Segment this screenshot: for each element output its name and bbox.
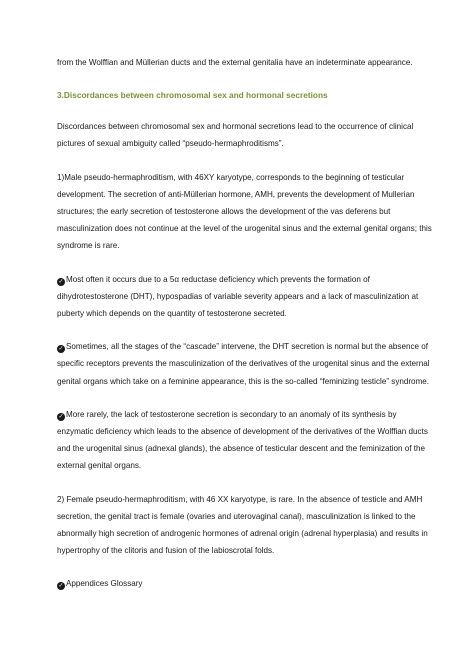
check-bullet-icon: ✓ bbox=[58, 583, 64, 590]
paragraph-male-pseudo-hermaphroditism: 1)Male pseudo-hermaphroditism, with 46XY karyotype, corresponds to the beginning of testicular development. The secretion of anti-Müllerian hormone, AMH, prevents the development of Mullerian structures; the early secretion of testosterone allows the development of the vas deferens but masculinization does not continue at the level of the urogenital sinus and the external genital organs; this syndrome is rare. bbox=[57, 172, 432, 251]
check-bullet-icon: ✓ bbox=[58, 346, 64, 353]
section-heading: 3.Discordances between chromosomal sex and hormonal secretions bbox=[57, 90, 328, 101]
appendices-item bbox=[57, 575, 434, 592]
bullet-text: Sometimes, all the stages of the “cascade” intervene, the DHT secretion is normal but the absence of specific receptors prevents the masculinization of the derivatives of the urogenital sinus and the external genital organs which take on a feminine appearance, this is the so-called “feminizing testicle” syndrome. bbox=[57, 342, 430, 386]
check-bullet-icon: ✓ bbox=[58, 413, 64, 420]
bullet-item bbox=[57, 338, 434, 390]
bullet-text: More rarely, the lack of testosterone secretion is secondary to an anomaly of its synthesis by enzymatic deficiency which leads to the absence of development of the derivatives of the Wolffian ducts and the urogenital sinus (adnexal glands), the absence of testicular descent and the feminization of the external genital organs. bbox=[57, 409, 428, 471]
bullet-item bbox=[57, 271, 434, 323]
bullet-item bbox=[57, 406, 434, 475]
check-bullet-icon: ✓ bbox=[58, 278, 64, 285]
bullet-text: Most often it occurs due to a 5α reductase deficiency which prevents the formation of dihydrotestosterone (DHT), hypospadias of variable severity appears and a lack of masculinization at puberty which depends on the quantity of testosterone secreted. bbox=[57, 274, 419, 319]
intro-text: from the Wolffian and Müllerian ducts and the external genitalia have an indeterminate appearance. bbox=[57, 58, 413, 67]
paragraph-female-pseudo-hermaphroditism: 2) Female pseudo-hermaphroditism, with 46 XX karyotype, is rare. In the absence of testicle and AMH secretion, the genital tract is female (ovaries and uterovaginal canal), masculinization is linked to the abnormally high secretion of androgenic hormones of adrenal origin (adrenal hyperplasia) and results in hypertrophy of the clitoris and fusion of the labioscrotal folds. bbox=[57, 494, 428, 556]
paragraph-discordances: Discordances between chromosomal sex and hormonal secretions lead to the occurrence of clinical pictures of sexual ambiguity called “pseudo-hermaphroditisms”. bbox=[57, 122, 414, 149]
appendices-label: Appendices Glossary bbox=[66, 579, 143, 589]
